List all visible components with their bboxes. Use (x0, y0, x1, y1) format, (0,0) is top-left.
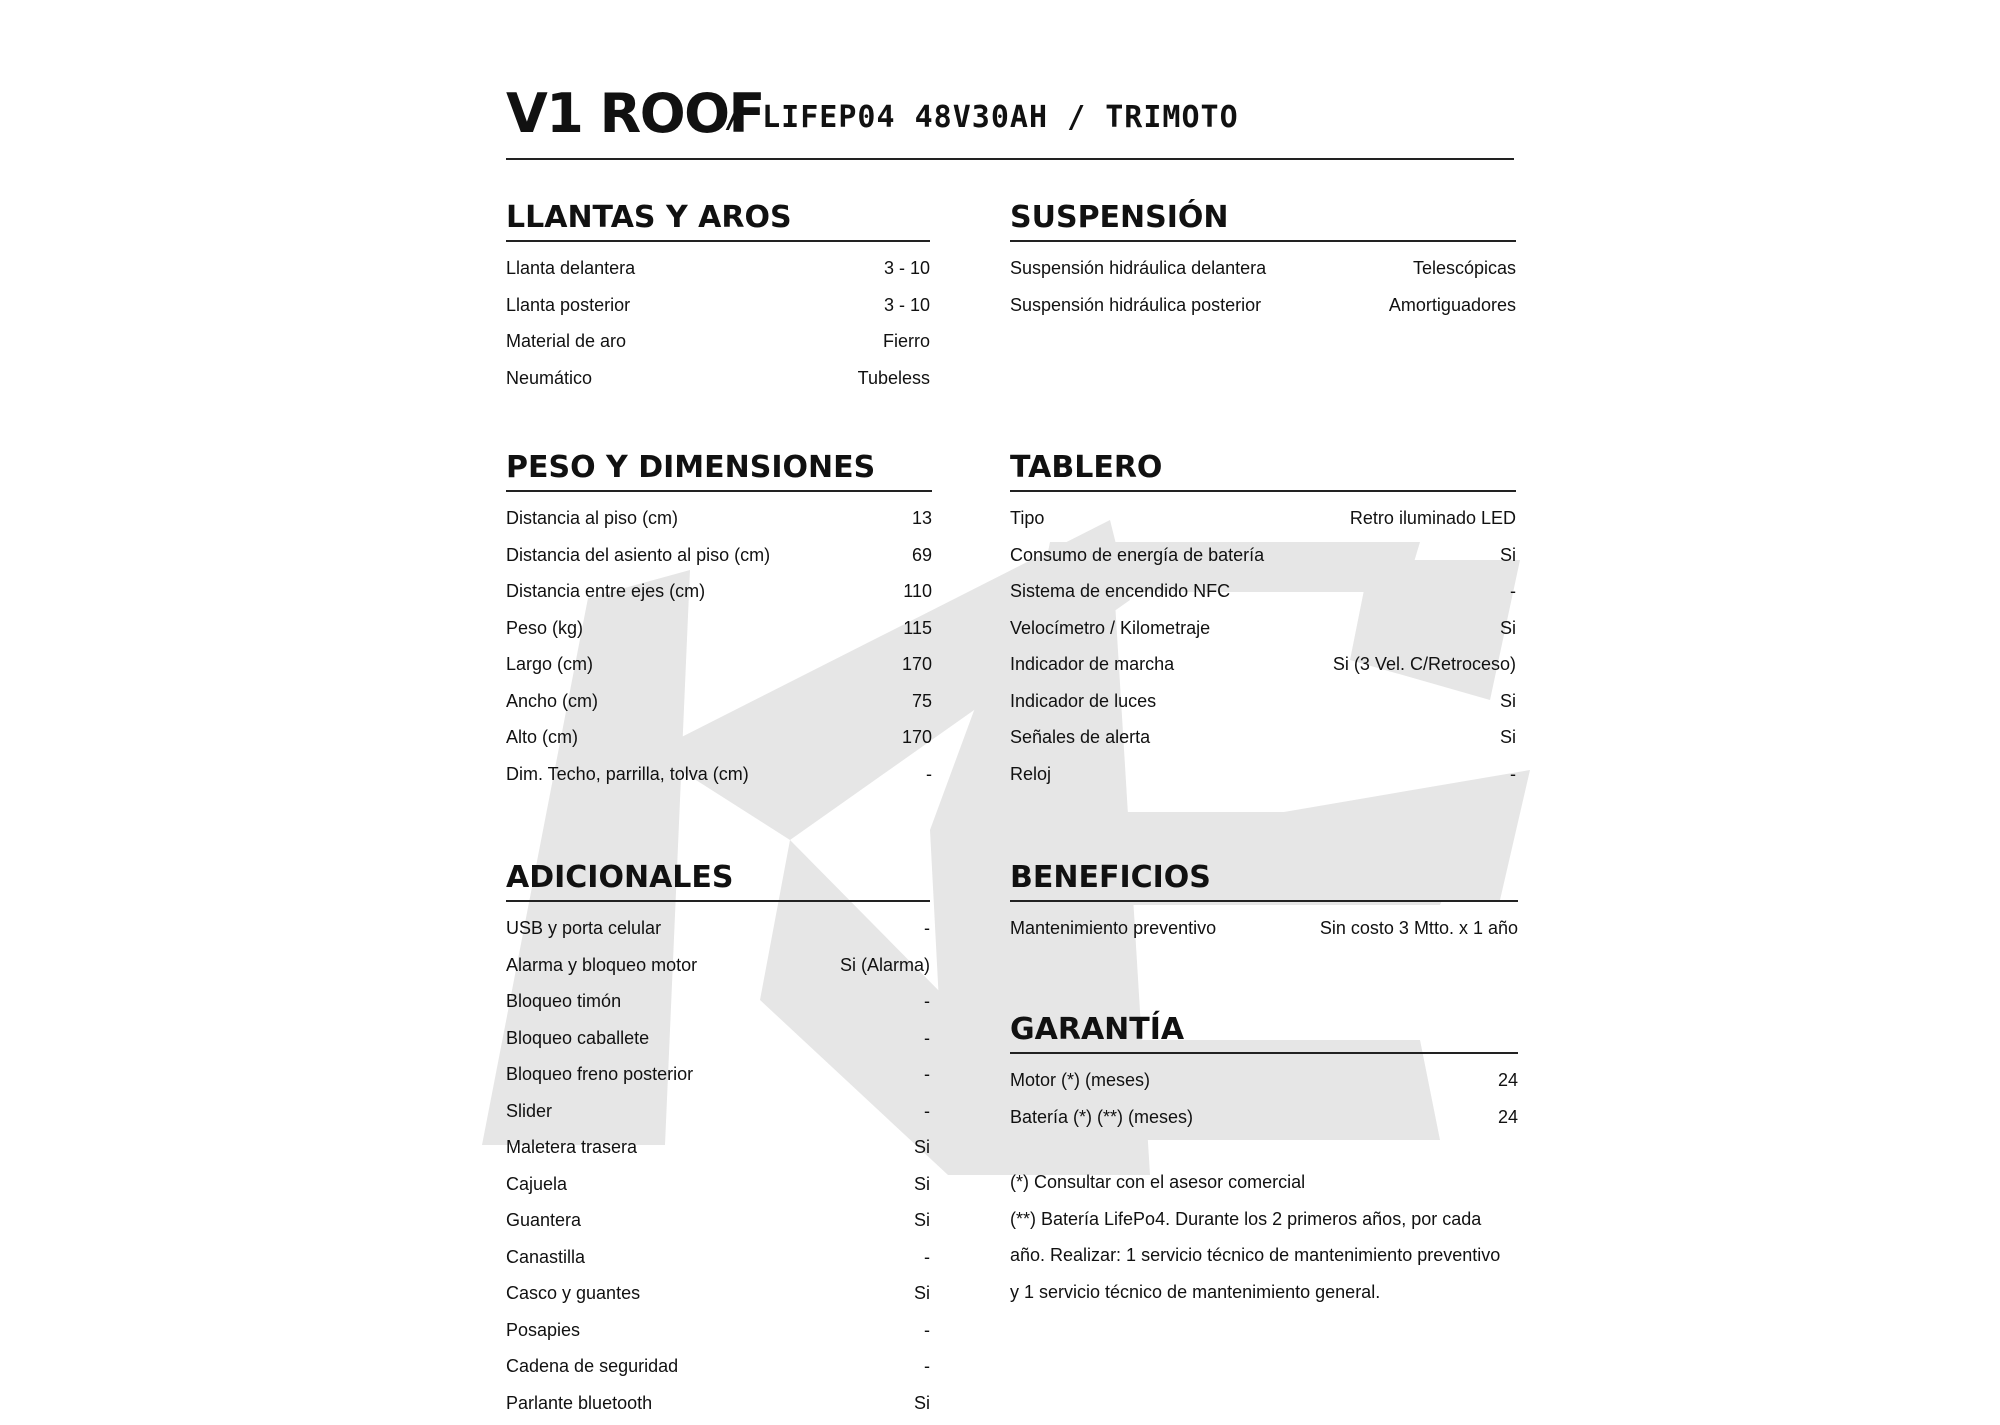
spec-row (506, 1243, 930, 1280)
spec-value: Si (914, 1206, 930, 1243)
title-row (506, 80, 1514, 160)
spec-label: Posapies (506, 1316, 580, 1353)
section-suspension (1010, 196, 1516, 327)
spec-row (1010, 577, 1516, 614)
spec-label: Cajuela (506, 1170, 567, 1207)
spec-label: Indicador de marcha (1010, 650, 1174, 687)
spec-row (1010, 650, 1516, 687)
spec-row (1010, 760, 1516, 797)
spec-label: Tipo (1010, 504, 1044, 541)
spec-value: 110 (903, 577, 932, 614)
spec-row (506, 1024, 930, 1061)
spec-row (506, 914, 930, 951)
spec-value: Si (914, 1170, 930, 1207)
spec-value: Si (1500, 723, 1516, 760)
spec-row (1010, 687, 1516, 724)
spec-row (506, 1060, 930, 1097)
note-line: año. Realizar: 1 servicio técnico de mantenimiento preventivo (1010, 1237, 1530, 1274)
section-adicionales (506, 856, 930, 1425)
spec-row (506, 1389, 930, 1425)
spec-value: - (924, 1024, 930, 1061)
spec-label: Bloqueo caballete (506, 1024, 649, 1061)
spec-row (1010, 914, 1518, 951)
spec-value: 75 (912, 687, 932, 724)
spec-label: Dim. Techo, parrilla, tolva (cm) (506, 760, 749, 797)
spec-row (506, 1316, 930, 1353)
spec-value: - (924, 1316, 930, 1353)
spec-row (1010, 254, 1516, 291)
section-title: ADICIONALES (506, 856, 930, 902)
spec-value: 170 (902, 723, 932, 760)
spec-label: Guantera (506, 1206, 581, 1243)
spec-label: Alarma y bloqueo motor (506, 951, 697, 988)
spec-value: - (924, 914, 930, 951)
spec-value: Retro iluminado LED (1350, 504, 1516, 541)
spec-value: 3 - 10 (884, 254, 930, 291)
spec-row (506, 1279, 930, 1316)
spec-row (506, 541, 932, 578)
spec-row (506, 1097, 930, 1134)
spec-value: Tubeless (858, 364, 930, 401)
section-tablero (1010, 446, 1516, 796)
spec-label: Largo (cm) (506, 650, 593, 687)
model-subtitle: / LIFEP04 48V30AH / TRIMOTO (724, 100, 1239, 135)
spec-label: Suspensión hidráulica delantera (1010, 254, 1266, 291)
note-line: y 1 servicio técnico de mantenimiento general. (1010, 1274, 1530, 1311)
spec-value: 24 (1498, 1103, 1518, 1140)
spec-value: - (924, 1060, 930, 1097)
spec-label: Sistema de encendido NFC (1010, 577, 1230, 614)
spec-value: Sin costo 3 Mtto. x 1 año (1320, 914, 1518, 951)
note-line: (**) Batería LifePo4. Durante los 2 primeros años, por cada (1010, 1201, 1530, 1238)
spec-label: Distancia del asiento al piso (cm) (506, 541, 770, 578)
spec-label: Distancia al piso (cm) (506, 504, 678, 541)
spec-label: Llanta posterior (506, 291, 630, 328)
spec-label: Parlante bluetooth (506, 1389, 652, 1425)
spec-row (506, 760, 932, 797)
spec-row (506, 687, 932, 724)
spec-row (506, 291, 930, 328)
section-title: GARANTÍA (1010, 1008, 1518, 1054)
spec-label: USB y porta celular (506, 914, 661, 951)
section-title: SUSPENSIÓN (1010, 196, 1516, 242)
spec-row (506, 577, 932, 614)
spec-value: - (926, 760, 932, 797)
note-line: (*) Consultar con el asesor comercial (1010, 1164, 1530, 1201)
spec-row (506, 1352, 930, 1389)
model-title: V1 ROOF (506, 82, 764, 145)
spec-row (1010, 1066, 1518, 1103)
spec-label: Bloqueo freno posterior (506, 1060, 693, 1097)
spec-label: Distancia entre ejes (cm) (506, 577, 705, 614)
spec-row (506, 504, 932, 541)
section-title: TABLERO (1010, 446, 1516, 492)
spec-value: - (924, 1243, 930, 1280)
spec-value: - (924, 1352, 930, 1389)
spec-value: - (1510, 577, 1516, 614)
section-title: BENEFICIOS (1010, 856, 1518, 902)
spec-value: - (1510, 760, 1516, 797)
spec-value: Si (1500, 541, 1516, 578)
spec-label: Slider (506, 1097, 552, 1134)
spec-value: Si (914, 1133, 930, 1170)
spec-value: - (924, 1097, 930, 1134)
spec-label: Peso (kg) (506, 614, 583, 651)
spec-label: Motor (*) (meses) (1010, 1066, 1150, 1103)
spec-label: Alto (cm) (506, 723, 578, 760)
spec-value: 13 (912, 504, 932, 541)
spec-value: Si (1500, 687, 1516, 724)
spec-row (506, 364, 930, 401)
warranty-notes (1010, 1164, 1530, 1310)
spec-label: Casco y guantes (506, 1279, 640, 1316)
section-peso-dimensiones (506, 446, 932, 796)
spec-label: Mantenimiento preventivo (1010, 914, 1216, 951)
spec-row (506, 1133, 930, 1170)
spec-label: Batería (*) (**) (meses) (1010, 1103, 1193, 1140)
spec-label: Reloj (1010, 760, 1051, 797)
spec-row (506, 1206, 930, 1243)
spec-row (1010, 723, 1516, 760)
spec-label: Bloqueo timón (506, 987, 621, 1024)
spec-row (506, 614, 932, 651)
spec-label: Neumático (506, 364, 592, 401)
section-garantia (1010, 1008, 1518, 1139)
spec-value: Si (914, 1389, 930, 1425)
spec-row (1010, 1103, 1518, 1140)
spec-value: Si (3 Vel. C/Retroceso) (1333, 650, 1516, 687)
spec-label: Material de aro (506, 327, 626, 364)
spec-label: Velocímetro / Kilometraje (1010, 614, 1210, 651)
spec-value: - (924, 987, 930, 1024)
section-title: LLANTAS Y AROS (506, 196, 930, 242)
spec-value: 24 (1498, 1066, 1518, 1103)
spec-label: Cadena de seguridad (506, 1352, 678, 1389)
spec-value: Amortiguadores (1389, 291, 1516, 328)
spec-row (1010, 541, 1516, 578)
spec-value: 69 (912, 541, 932, 578)
section-llantas (506, 196, 930, 400)
spec-row (506, 327, 930, 364)
spec-label: Maletera trasera (506, 1133, 637, 1170)
spec-value: Si (Alarma) (840, 951, 930, 988)
spec-value: Si (1500, 614, 1516, 651)
spec-row (506, 723, 932, 760)
spec-row (1010, 614, 1516, 651)
spec-value: 170 (902, 650, 932, 687)
spec-label: Indicador de luces (1010, 687, 1156, 724)
section-beneficios (1010, 856, 1518, 951)
spec-row (506, 254, 930, 291)
section-title: PESO Y DIMENSIONES (506, 446, 932, 492)
spec-row (1010, 504, 1516, 541)
spec-label: Consumo de energía de batería (1010, 541, 1264, 578)
spec-value: Telescópicas (1413, 254, 1516, 291)
spec-label: Ancho (cm) (506, 687, 598, 724)
spec-row (506, 650, 932, 687)
spec-value: 3 - 10 (884, 291, 930, 328)
spec-label: Suspensión hidráulica posterior (1010, 291, 1261, 328)
spec-value: 115 (903, 614, 932, 651)
spec-row (1010, 291, 1516, 328)
spec-label: Llanta delantera (506, 254, 635, 291)
spec-label: Señales de alerta (1010, 723, 1150, 760)
spec-row (506, 951, 930, 988)
spec-row (506, 987, 930, 1024)
spec-label: Canastilla (506, 1243, 585, 1280)
spec-value: Si (914, 1279, 930, 1316)
spec-row (506, 1170, 930, 1207)
spec-value: Fierro (883, 327, 930, 364)
